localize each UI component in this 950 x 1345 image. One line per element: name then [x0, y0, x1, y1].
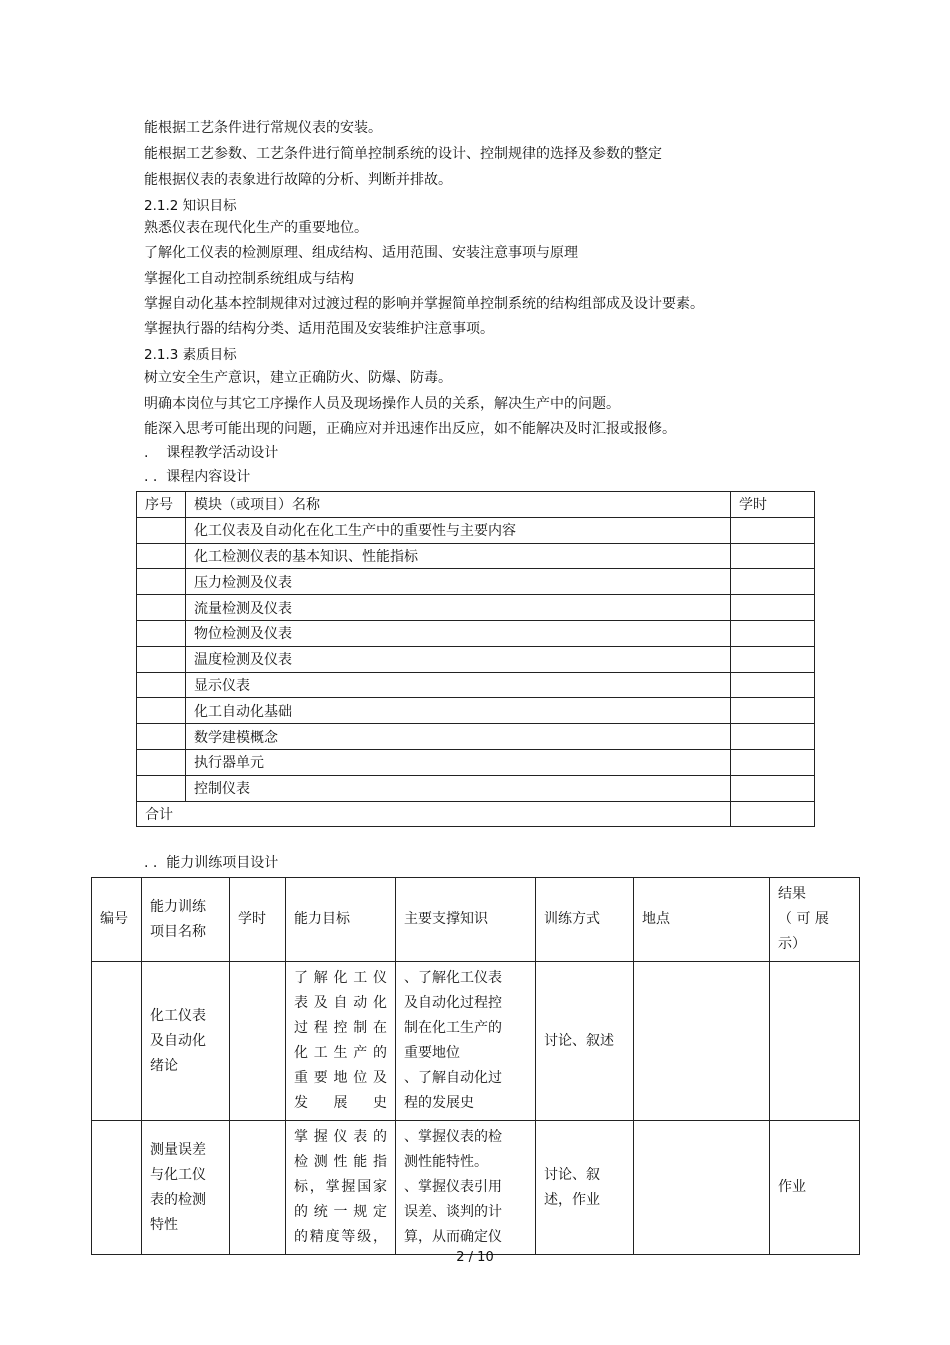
- result: [770, 962, 860, 1121]
- course-content-table: [136, 491, 815, 827]
- knowledge-objective-3: 掌握化工自动控制系统组成与结构: [144, 271, 354, 287]
- table-row: [137, 749, 815, 775]
- header-cell-method: 训练方式: [536, 878, 634, 962]
- header-cell-result: 结果 （ 可 展 示）: [770, 878, 860, 962]
- table-row: [92, 1121, 860, 1255]
- table-row: [92, 962, 860, 1121]
- module-name: 化工自动化基础: [186, 698, 731, 724]
- supporting-knowledge: 、了解化工仪表 及自动化过程控 制在化工生产的 重要地位 、了解自动化过 程的发展史: [396, 962, 536, 1121]
- table-row: [137, 646, 815, 672]
- module-name: 温度检测及仪表: [186, 646, 731, 672]
- knowledge-objective-1: 熟悉仪表在现代化生产的重要地位。: [144, 220, 368, 236]
- ability-goal: 掌握仪表的 检测性能指 标，掌握国家 的统一规定 的精度等级，: [286, 1121, 396, 1255]
- supporting-knowledge: 、掌握仪表的检 测性能特性。 、掌握仪表引用 误差、谈判的计 算，从而确定仪: [396, 1121, 536, 1255]
- module-name: 化工检测仪表的基本知识、性能指标: [186, 543, 731, 569]
- knowledge-heading: 2.1.2 知识目标: [144, 198, 237, 214]
- table-row: [137, 698, 815, 724]
- table-row: [137, 517, 815, 543]
- header-cell-module: 模块（或项目）名称: [186, 492, 731, 518]
- module-name: 执行器单元: [186, 749, 731, 775]
- table-row: [137, 620, 815, 646]
- knowledge-objective-4: 掌握自动化基本控制规律对过渡过程的影响并掌握简单控制系统的结构组部成及设计要素。: [144, 296, 704, 312]
- header-cell-knowledge: 主要支撑知识: [396, 878, 536, 962]
- module-name: 显示仪表: [186, 672, 731, 698]
- result: 作业: [770, 1121, 860, 1255]
- module-name: 控制仪表: [186, 775, 731, 801]
- knowledge-objective-5: 掌握执行器的结构分类、适用范围及安装维护注意事项。: [144, 321, 494, 337]
- training-method: 讨论、叙述: [536, 962, 634, 1121]
- section-content-heading: . . 课程内容设计: [144, 469, 251, 485]
- section-training-heading: . . 能力训练项目设计: [144, 855, 279, 871]
- table-row: [137, 672, 815, 698]
- header-cell-name: 能力训练 项目名称: [142, 878, 230, 962]
- header-cell-number: 序号: [137, 492, 186, 518]
- table-row: [137, 724, 815, 750]
- header-cell-id: 编号: [92, 878, 142, 962]
- quality-objective-3: 能深入思考可能出现的问题，正确应对并迅速作出反应，如不能解决及时汇报或报修。: [144, 421, 676, 437]
- header-cell-place: 地点: [634, 878, 770, 962]
- project-name: 测量误差 与化工仪 表的检测 特性: [142, 1121, 230, 1255]
- page-number: 2 / 10: [456, 1250, 494, 1265]
- quality-objective-2: 明确本岗位与其它工序操作人员及现场操作人员的关系，解决生产中的问题。: [144, 396, 620, 412]
- ability-goal: 了解化工仪 表及自动化 过程控制在 化工生产的 重要地位及 发展史: [286, 962, 396, 1121]
- total-label: 合计: [137, 801, 731, 827]
- header-cell-goal: 能力目标: [286, 878, 396, 962]
- table-header-row: [137, 492, 815, 518]
- project-name: 化工仪表 及自动化 绪论: [142, 962, 230, 1121]
- table-row: [137, 775, 815, 801]
- training-method: 讨论、叙 述，作业: [536, 1121, 634, 1255]
- table-row: [137, 543, 815, 569]
- table-header-row: [92, 878, 860, 962]
- header-cell-hours: 学时: [230, 878, 286, 962]
- skill-objective-2: 能根据工艺参数、工艺条件进行简单控制系统的设计、控制规律的选择及参数的整定: [144, 146, 662, 162]
- skill-objective-1: 能根据工艺条件进行常规仪表的安装。: [144, 120, 382, 136]
- module-name: 物位检测及仪表: [186, 620, 731, 646]
- header-cell-hours: 学时: [731, 492, 815, 518]
- module-name: 数学建模概念: [186, 724, 731, 750]
- module-name: 流量检测及仪表: [186, 595, 731, 621]
- section-activity-heading: . 课程教学活动设计: [144, 445, 279, 461]
- module-name: 压力检测及仪表: [186, 569, 731, 595]
- table-row: [137, 595, 815, 621]
- total-row: [137, 801, 815, 827]
- knowledge-objective-2: 了解化工仪表的检测原理、组成结构、适用范围、安装注意事项与原理: [144, 245, 578, 261]
- quality-heading: 2.1.3 素质目标: [144, 347, 237, 363]
- training-project-table: [91, 877, 860, 1255]
- quality-objective-1: 树立安全生产意识，建立正确防火、防爆、防毒。: [144, 370, 452, 386]
- module-name: 化工仪表及自动化在化工生产中的重要性与主要内容: [186, 517, 731, 543]
- skill-objective-3: 能根据仪表的表象进行故障的分析、判断并排故。: [144, 172, 452, 188]
- table-row: [137, 569, 815, 595]
